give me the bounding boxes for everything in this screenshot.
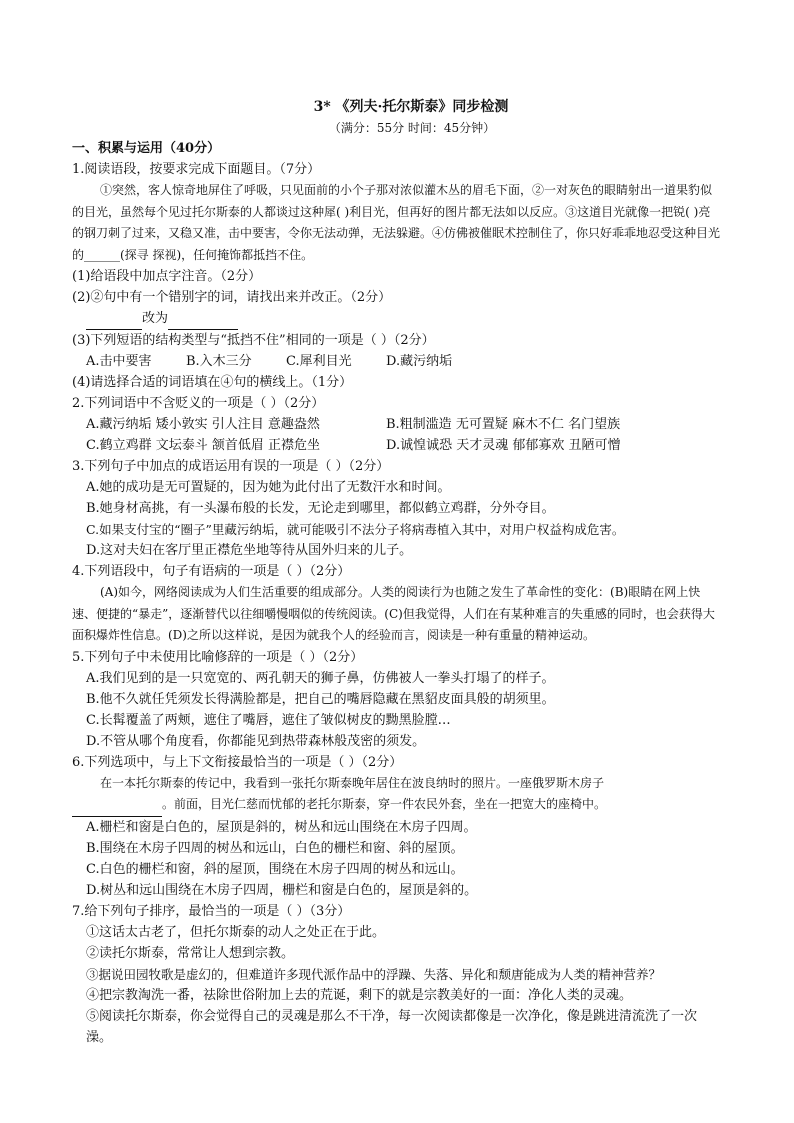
fill-label: 改为 [142, 311, 169, 326]
sub-question: (1)给语段中加点字注音。（2分） [72, 269, 262, 284]
sub-question: (2)②句中有一个错别字的词，请找出来并改正。（2分） [72, 290, 392, 305]
question-3 [72, 456, 722, 561]
question-6 [72, 752, 722, 901]
sentence-item: ①这话太古老了，但托尔斯泰的动人之处正在于此。 [86, 924, 386, 940]
sub-question: (3)下列短语的结构类型与“抵挡不住”相同的一项是（ ）（2分） [72, 333, 435, 348]
option: B.围绕在木房子四周的树丛和远山，白色的栅栏和窗、斜的屋顶。 [86, 840, 464, 856]
option: A.击中要害 [86, 354, 152, 369]
question-4 [72, 561, 722, 647]
question-2 [72, 393, 722, 456]
question-5 [72, 647, 722, 752]
sentence-item: ⑤阅读托尔斯泰，你会觉得自己的灵魂是那么不干净，每一次阅读都像是一次净化，像是跳进清流洗了一次澡。 [86, 1008, 698, 1045]
option-row [72, 414, 722, 435]
passage-text: 在一本托尔斯泰的传记中，我看到一张托尔斯泰晚年居住在波良纳时的照片。一座俄罗斯木房子 [100, 775, 605, 790]
answer-blank [72, 794, 162, 817]
option: B.他不久就任凭须发长得满脸都是，把自己的嘴唇隐藏在黑貂皮面具般的胡须里。 [86, 691, 555, 707]
option: B.粗制滥造 无可置疑 麻木不仁 名门望族 [386, 417, 621, 432]
context-passage [72, 773, 722, 817]
option: C.犀利目光 [286, 354, 352, 369]
question-stem: 3.下列句子中加点的成语运用有误的一项是（ ）（2分） [72, 459, 390, 474]
option: C.鹤立鸡群 文坛泰斗 颔首低眉 正襟危坐 [86, 438, 321, 453]
sub-question: (4)请选择合适的词语填在④句的横线上。（1分） [72, 375, 353, 390]
question-7 [72, 901, 722, 1048]
question-stem: 7.给下列句子排序，最恰当的一项是（ ）（3分） [72, 903, 351, 919]
question-1 [72, 159, 722, 393]
sentence-item: ②读托尔斯泰，常常让人想到宗教。 [86, 945, 295, 961]
question-stem: 4.下列语段中，句子有语病的一项是（ ）（2分） [72, 564, 351, 579]
question-stem: 5.下列句子中未使用比喻修辞的一项是（ ）（2分） [72, 649, 364, 665]
page-subtitle: （满分：55分 时间：45分钟） [328, 121, 496, 135]
option-row [72, 351, 722, 372]
option-row [72, 435, 722, 456]
question-stem: 6.下列选项中，与上下文衔接最恰当的一项是（ ）（2分） [72, 754, 403, 770]
answer-blank [168, 308, 238, 330]
option: B.她身材高挑，有一头瀑布般的长发，无论走到哪里，都似鹤立鸡群，分外夺目。 [86, 501, 555, 516]
option: D.树丛和远山围绕在木房子四周，栅栏和窗是白色的，屋顶是斜的。 [86, 882, 478, 898]
page-title: 3* 《列夫·托尔斯泰》同步检测 [313, 99, 509, 115]
reading-passage: ①突然，客人惊奇地屏住了呼吸，只见面前的小个子那对浓似灌木丛的眉毛下面，②一对灰色的眼睛射出一道果豹似的目光，虽然每个见过托尔斯泰的人都谈过这种犀( )利目光，但再好的图片都无法如以反应。③这道目光就像一把锐( )亮的钢刀刺了过来，又稳又准，击中要害，令你无法动弹，无法躲避。④仿佛被催眠术控制住了，你只好乖乖地忍受这种目光的______(探寻 探视)，任何掩饰都抵挡不住。 [72, 183, 721, 262]
sentence-item: ④把宗教淘洗一番，祛除世俗附加上去的荒诞，剩下的就是宗教美好的一面：净化人类的灵魂。 [86, 987, 633, 1003]
option: C.白色的栅栏和窗，斜的屋顶，围绕在木房子四周的树丛和远山。 [86, 861, 464, 877]
option: D.藏污纳垢 [386, 354, 453, 369]
answer-fill-line [72, 308, 722, 330]
option: D.不管从哪个角度看，你都能见到热带森林般茂密的须发。 [86, 733, 426, 749]
option: C.长髯覆盖了两颊，遮住了嘴唇，遮住了皱似树皮的黝黑脸膛… [86, 712, 451, 728]
option: D.诚惶诚恐 天才灵魂 郁郁寡欢 丑陋可憎 [386, 438, 621, 453]
question-stem: 1.阅读语段，按要求完成下面题目。（7分） [72, 162, 321, 177]
option: B.入木三分 [186, 354, 252, 369]
option: D.这对夫妇在客厅里正襟危坐地等待从国外归来的儿子。 [86, 543, 413, 558]
sentence-item: ③据说田园牧歌是虚幻的，但难道许多现代派作品中的浮躁、失落、异化和颓唐能成为人类的精神营养？ [86, 966, 662, 982]
option: A.藏污纳垢 矮小敦实 引人注目 意趣盎然 [86, 417, 320, 432]
passage-text: 。前面，目光仁慈而忧郁的老托尔斯泰，穿一件农民外套，坐在一把宽大的座椅中。 [162, 797, 607, 811]
section-heading: 一、积累与运用（40分） [72, 141, 221, 156]
answer-blank [86, 308, 142, 330]
option: A.栅栏和窗是白色的，屋顶是斜的，树丛和远山围绕在木房子四周。 [86, 819, 477, 835]
worksheet-page [72, 96, 722, 1048]
reading-passage: (A)如今，网络阅读成为人们生活重要的组成部分。人类的阅读行为也随之发生了革命性的变化：(B)眼睛在网上快速、便捷的“暴走”，逐渐替代以往细嚼慢咽似的传统阅读。(C)但我觉得，人们在有某种难言的失重感的同时，也会获得大面积爆炸性信息。(D)之所以这样说，是因为就我个人的经验而言，阅读是一种有重量的精神运动。 [72, 585, 715, 642]
question-stem: 2.下列词语中不含贬义的一项是（ ）（2分） [72, 396, 325, 411]
option: A.我们见到的是一只宽宽的、两孔朝天的狮子鼻，仿佛被人一拳头打塌了的样子。 [86, 670, 555, 686]
option: A.她的成功是无可置疑的，因为她为此付出了无数汗水和时间。 [86, 480, 451, 495]
option: C.如果支付宝的“圈子”里藏污纳垢，就可能吸引不法分子将病毒植入其中，对用户权益构成危害。 [86, 522, 625, 537]
